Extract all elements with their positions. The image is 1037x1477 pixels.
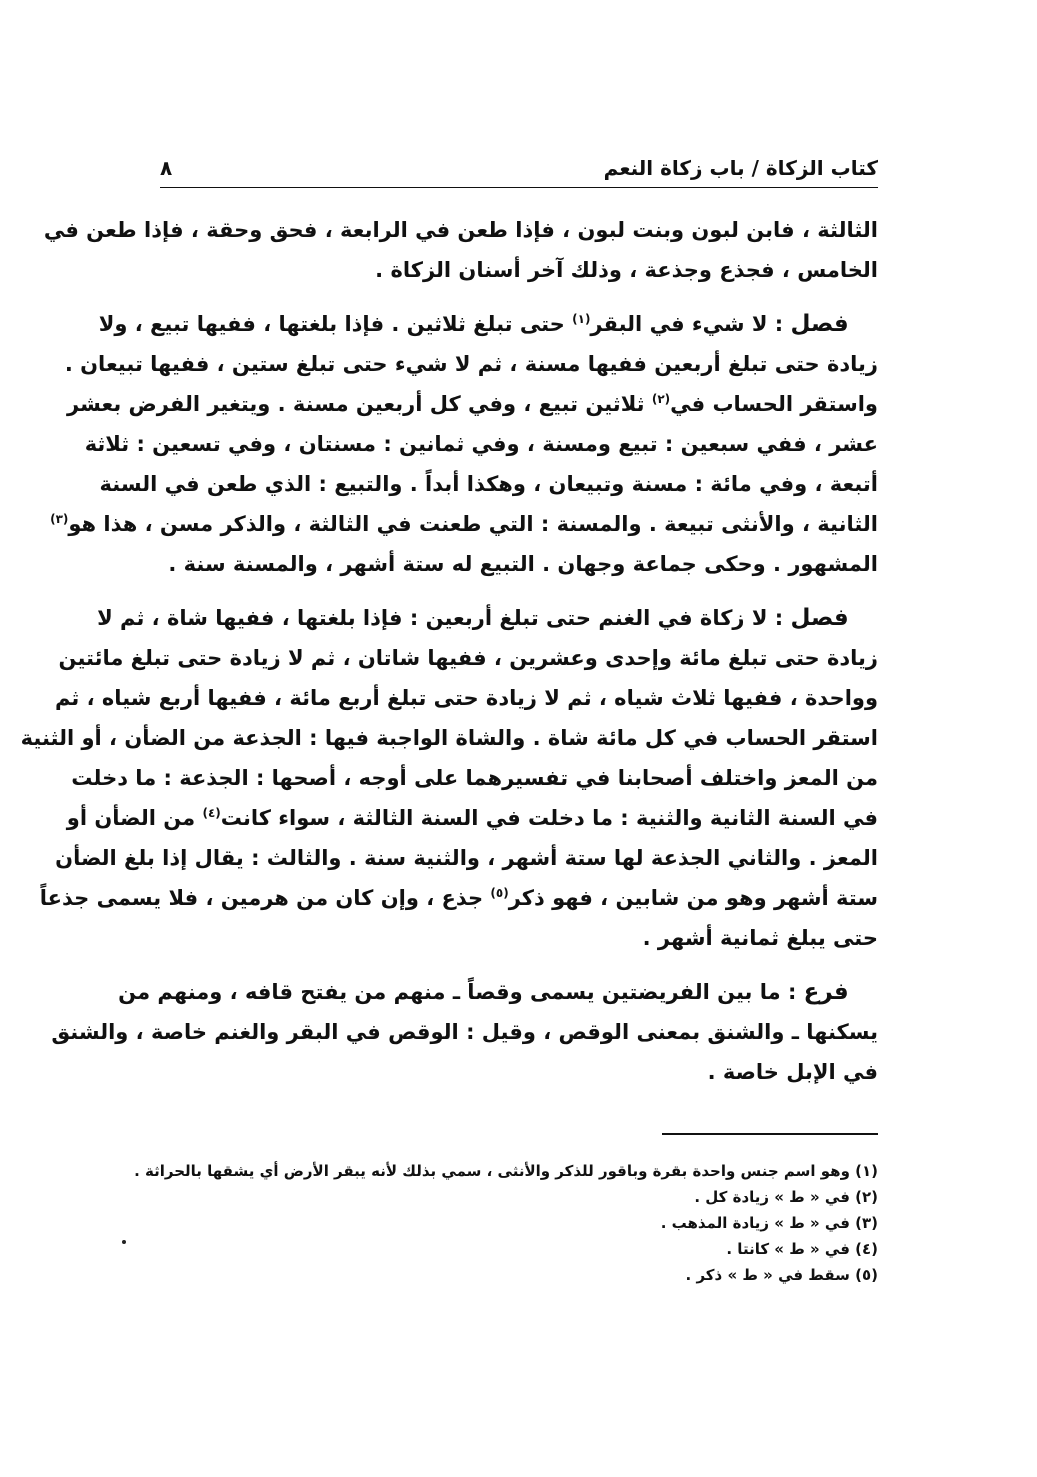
page-header xyxy=(160,148,878,188)
text-line: الخامس ، فجذع وجذعة ، وذلك آخر أسنان الزكاة . xyxy=(375,258,878,282)
main-text xyxy=(20,210,878,1106)
text-fragment: ثلاثين تبيع ، وفي كل أربعين مسنة . ويتغير الفرض بعشر xyxy=(67,392,652,416)
scan-speck xyxy=(122,1240,126,1244)
footnote: (٣) في « ط » زيادة المذهب . xyxy=(660,1214,878,1232)
text-line: المشهور . وحكى جماعة وجهان . التبيع له ستة أشهر ، والمسنة سنة . xyxy=(168,552,878,576)
footnote: (٢) في « ط » زيادة كل . xyxy=(694,1188,878,1206)
text-line: وواحدة ، ففيها ثلاث شياه ، ثم لا زيادة حتى تبلغ أربع مائة ، ففيها أربع شياه ، ثم xyxy=(54,686,878,710)
running-title: كتاب الزكاة / باب زكاة النعم xyxy=(603,156,878,180)
text-line xyxy=(97,598,878,638)
section-lead-word: فصل xyxy=(790,311,849,337)
footnote-ref[interactable]: (١) xyxy=(572,312,591,326)
text-line xyxy=(50,504,878,544)
text-fragment: : لا زكاة في الغنم حتى تبلغ أربعين : فإذا بلغتها ، ففيها شاة ، ثم لا xyxy=(97,606,791,630)
footnote: (٥) سقط في « ط » ذكر . xyxy=(685,1266,878,1284)
text-line: المعز . والثاني الجذعة لها ستة أشهر ، والثنية سنة . والثالث : يقال إذا بلغ الضأن xyxy=(55,846,878,870)
footnote-divider xyxy=(662,1133,878,1135)
section-lead-word: فرع xyxy=(803,979,849,1005)
text-line: أتبعة ، وفي مائة : مسنة وتبيعان ، وهكذا أبداً . والتبيع : الذي طعن في السنة xyxy=(99,472,878,496)
text-line: من المعز واختلف أصحابنا في تفسيرهما على أوجه ، أصحها : الجذعة : ما دخلت xyxy=(71,766,878,790)
text-fragment: ستة أشهر وهو من شابين ، فهو ذكر xyxy=(508,886,878,910)
text-line xyxy=(66,798,878,838)
text-line: في الإبل خاصة . xyxy=(707,1060,878,1084)
text-fragment: : ما بين الفريضتين يسمى وقصاً ـ منهم من يفتح قافه ، ومنهم من xyxy=(118,980,804,1004)
paragraph-2 xyxy=(50,304,878,584)
text-line: استقر الحساب في كل مائة شاة . والشاة الواجبة فيها : الجذعة من الضأن ، أو الثنية xyxy=(20,726,878,750)
paragraph-4 xyxy=(51,972,878,1092)
footnotes xyxy=(134,1158,878,1288)
text-line: الثالثة ، فابن لبون وبنت لبون ، فإذا طعن في الرابعة ، فحق وحقة ، فإذا طعن في xyxy=(43,218,878,242)
text-line xyxy=(118,972,878,1012)
footnote-ref[interactable]: (٥) xyxy=(490,886,509,900)
text-fragment: : لا شيء في البقر xyxy=(590,312,791,336)
text-fragment: حتى تبلغ ثلاثين . فإذا بلغتها ، ففيها تبيع ، ولا xyxy=(98,312,573,336)
text-fragment: واستقر الحساب في xyxy=(670,392,878,416)
text-line: زيادة حتى تبلغ أربعين ففيها مسنة ، ثم لا شيء حتى تبلغ ستين ، ففيها تبيعان . xyxy=(64,352,878,376)
paragraph-1 xyxy=(43,210,878,290)
text-line: عشر ، ففي سبعين : تبيع ومسنة ، وفي ثمانين : مسنتان ، وفي تسعين : ثلاثة xyxy=(84,432,878,456)
text-line xyxy=(67,384,878,424)
footnote-ref[interactable]: (٣) xyxy=(50,512,69,526)
text-line xyxy=(98,304,878,344)
footnote: (٤) في « ط » كانتا . xyxy=(726,1240,878,1258)
section-lead-word: فصل xyxy=(790,605,849,631)
page-number: ٨ xyxy=(160,156,173,180)
paragraph-3 xyxy=(20,598,878,958)
text-fragment: الثانية ، والأنثى تبيعة . والمسنة : التي طعنت في الثالثة ، والذكر مسن ، هذا هو xyxy=(68,512,878,536)
text-line xyxy=(39,878,878,918)
text-fragment: من الضأن أو xyxy=(66,806,203,830)
text-line: يسكنها ـ والشنق بمعنى الوقص ، وقيل : الوقص في البقر والغنم خاصة ، والشنق xyxy=(51,1020,878,1044)
text-fragment: في السنة الثانية والثنية : ما دخلت في السنة الثالثة ، سواء كانت xyxy=(220,806,878,830)
footnote-ref[interactable]: (٢) xyxy=(651,392,671,406)
footnote: (١) وهو اسم جنس واحدة بقرة وباقور للذكر والأنثى ، سمي بذلك لأنه يبقر الأرض أي يشقها بالحراثة . xyxy=(134,1162,878,1180)
text-line: زيادة حتى تبلغ مائة وإحدى وعشرين ، ففيها شاتان ، ثم لا زيادة حتى تبلغ مائتين xyxy=(58,646,878,670)
text-line: حتى يبلغ ثمانية أشهر . xyxy=(642,926,878,950)
text-fragment: جذع ، وإن كان من هرمين ، فلا يسمى جذعاً xyxy=(39,886,491,910)
header-divider xyxy=(160,187,878,188)
footnote-ref[interactable]: (٤) xyxy=(202,806,221,820)
